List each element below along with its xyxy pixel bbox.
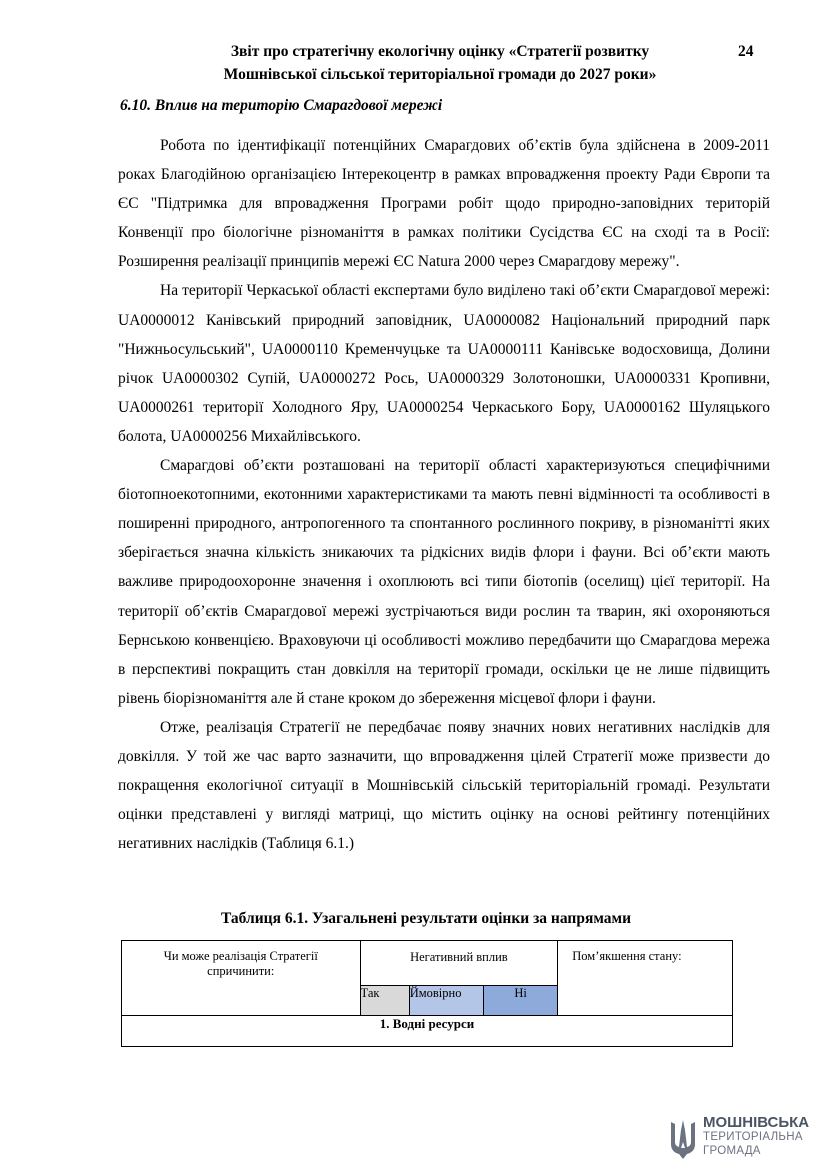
table-caption: Таблиця 6.1. Узагальнені результати оцінки за напрямами bbox=[220, 910, 632, 927]
community-logo bbox=[669, 1116, 809, 1162]
section-title: 6.10. Вплив на територію Смарагдової мережі bbox=[120, 97, 443, 114]
trident-icon bbox=[669, 1118, 697, 1160]
header-mitigation: Пом’якшення стану: bbox=[572, 949, 682, 963]
paragraph-1: Робота по ідентифікації потенційних Смарагдових об’єктів була здійснена в 2009-2011 роках Благодійною організацією Інтерекоцентр в рамках впровадження проекту Ради Європи та ЄС "Підтримка для впровадження Програми робіт щодо природно-заповідних територій Конвенції про біологічне різноманіття в рамках політики Сусідства ЄС на сході та в Росії: Розширення реалізації принципів мережі ЄС Natura 2000 через Смарагдову мережу". bbox=[118, 137, 770, 271]
header-line-2: Мошнівської сільської територіальної громади до 2027 роки» bbox=[223, 66, 657, 83]
header-line-1: Звіт про стратегічну екологічну оцінку «Стратегії розвитку bbox=[230, 43, 650, 60]
header-mitigation-cell bbox=[558, 941, 733, 1016]
logo-line-3: ГРОМАДА bbox=[703, 1145, 761, 1157]
table-section-water: 1. Водні ресурси bbox=[122, 1016, 733, 1047]
page-header bbox=[160, 40, 720, 86]
paragraph-2: На території Черкаської області експертами було виділено такі об’єкти Смарагдової мережі: UA0000012 Канівський природний заповідник, UA0000082 Національний природний парк "Нижньосульський", UA0000110 Кременчуцьке та UA0000111 Канівське водосховища, Долини річок UA0000302 Супій, UA0000272 Рось, UA0000329 Золотоношки, UA0000331 Кропивни, UA0000261 території Холодного Яру, UA0000254 Черкаського Бору, UA0000162 Шуляцького болота, UA0000256 Михайлівського. bbox=[118, 282, 770, 445]
assessment-table bbox=[121, 940, 733, 1047]
header-question-cell bbox=[122, 941, 361, 1016]
logo-line-1: МОШНІВСЬКА bbox=[703, 1114, 810, 1131]
header-question: Чи може реалізація Стратегії спричинити: bbox=[163, 949, 318, 978]
logo-text bbox=[703, 1116, 809, 1158]
page-number: 24 bbox=[738, 43, 754, 60]
header-negative-cell bbox=[360, 941, 558, 986]
header-negative-impact: Негативний вплив bbox=[410, 950, 508, 964]
paragraph-3: Смарагдові об’єкти розташовані на території області характеризуються специфічними біотопноекотопними, екотонними характеристиками та мають певні відмінності та особливості в поширенні природного, антропогенного та спонтанного рослинного покриву, в різноманітті яких зберігається значна кількість зникаючих та рідкісних видів флори і фауни. Всі об’єкти мають важливе природоохоронне значення і охоплюють всі типи біотопів (оселищ) цієї території. На території об’єктів Смарагдової мережі зустрічаються види рослин та тварин, які охороняються Бернською конвенцією. Враховуючи ці особливості можливо передбачити що Смарагдова мережа в перспективі покращить стан довкілля на території громади, оскільки це не лише підвищить рівень біорізноманіття але й стане кроком до збереження місцевої флори і фауни. bbox=[118, 457, 770, 707]
option-yes: Так bbox=[360, 986, 409, 1016]
paragraph-4: Отже, реалізація Стратегії не передбачає появу значних нових негативних наслідків для довкілля. У той же час варто зазначити, що впровадження цілей Стратегії може призвести до покращення екологічної ситуації в Мошнівській сільській територіальній громаді. Результати оцінки представлені у вигляді матриці, що містить оцінку на основі рейтингу потенційних негативних наслідків (Таблиця 6.1.) bbox=[118, 718, 770, 853]
option-probably: Ймовірно bbox=[409, 986, 483, 1016]
logo-line-2: ТЕРИТОРІАЛЬНА bbox=[703, 1131, 803, 1143]
option-no: Ні bbox=[483, 986, 557, 1016]
body-text bbox=[118, 131, 770, 858]
